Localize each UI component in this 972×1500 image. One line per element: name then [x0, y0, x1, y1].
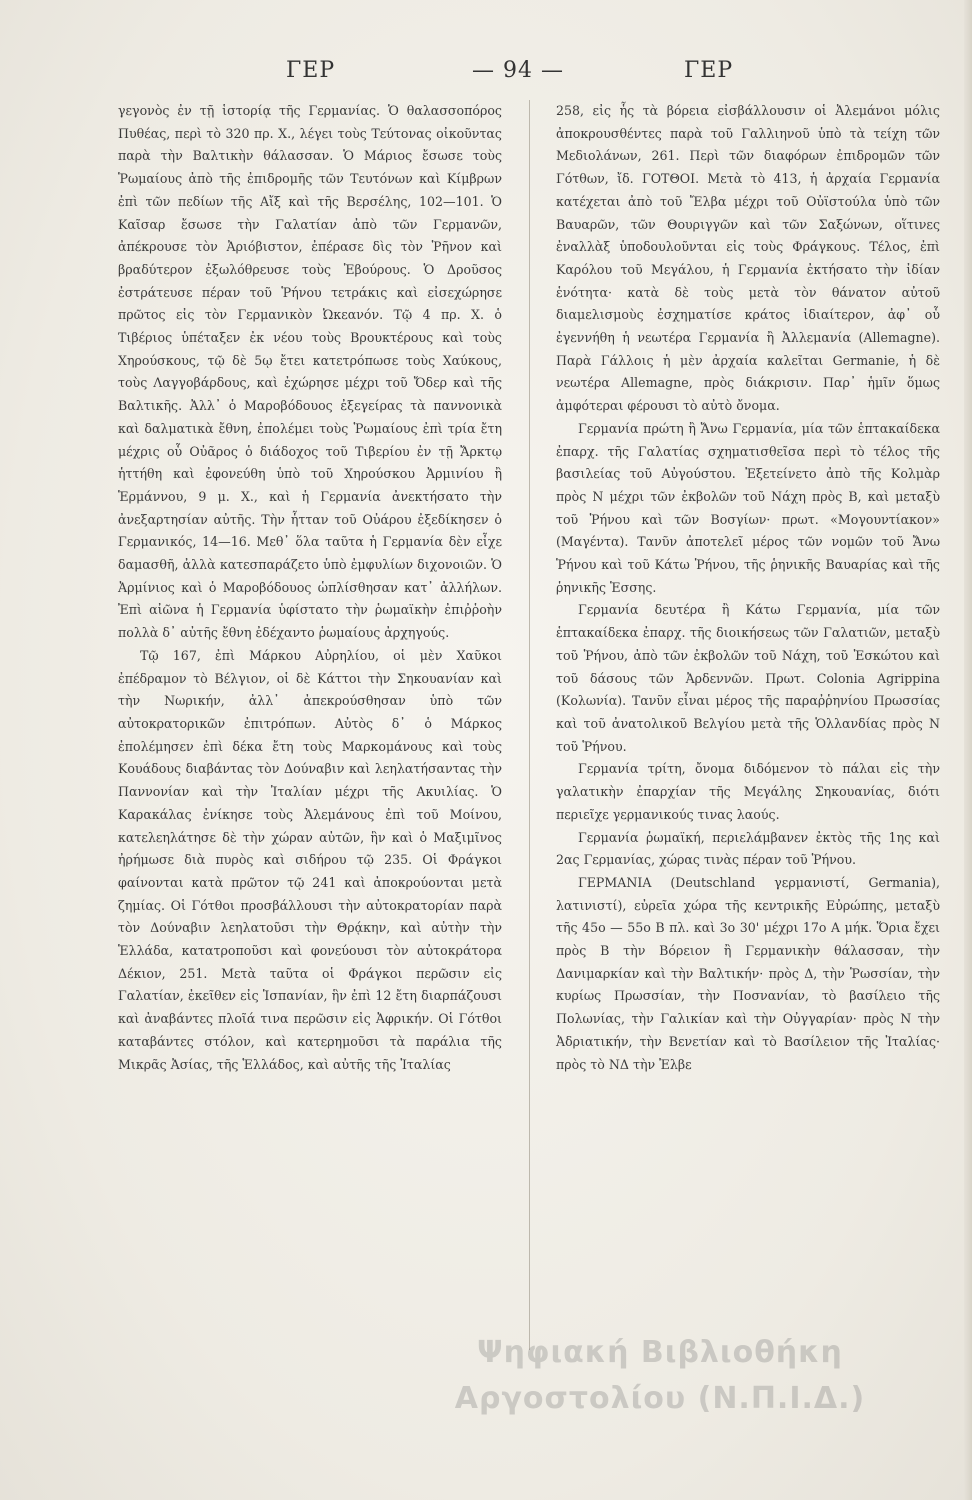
entry-germania: ΓΕΡΜΑΝΙΑ (Deutschland γερμανιστί, Germania), λατινιστί), εὐρεῖα χώρα τῆς κεντρικῆς Εὐρώπης, μεταξὺ τῆς 45ο — 55ο Β πλ. καὶ 3ο 30' μέχρι 17ο Α μήκ. Ὅρια ἔχει πρὸς Β τὴν Βόρειον ἢ Γερμανικὴν θάλασσαν, τὴν Δανιμαρκίαν καὶ τὴν Βαλτικήν· πρὸς Δ, τὴν Ῥωσσίαν, τὴν κυρίως Πρωσσίαν, τὴν Ποσνανίαν, τὸ βασίλειο τῆς Πολωνίας, τὴν Γαλικίαν καὶ τὴν Οὐγγαρίαν· πρὸς Ν τὴν Ἀδριατικήν, τὴν Βενετίαν καὶ τὸ Βασίλειον τῆς Ἰταλίας· πρὸς τὸ ΝΔ τὴν Ἐλβε [556, 874, 940, 1072]
entry-germania-deutera: Γερμανία δευτέρα ἢ Κάτω Γερμανία, μία τῶν ἑπτακαίδεκα ἐπαρχ. τῆς διοικήσεως τῶν Γαλατιῶν, μεταξὺ τοῦ Ῥήνου, ἀπὸ τῶν ἐκβολῶν τοῦ Νάχη, τοῦ Ἐσκώτου καὶ τοῦ δάσους τῶν Ἀρδεννῶν. Πρωτ. Colonia Agrippina (Κολωνία). Τανῦν εἶναι μέρος τῆς παραῤῥηνίου Πρωσσίας καὶ τοῦ ἀνατολικοῦ Βελγίου μετὰ τῆς Ὁλλανδίας πρὸς Ν τοῦ Ῥήνου. [556, 602, 940, 754]
column-divider [529, 100, 530, 1350]
paragraph: γεγονὸς ἐν τῇ ἱστορίᾳ τῆς Γερμανίας. Ὁ θαλασσοπόρος Πυθέας, περὶ τὸ 320 πρ. Χ., λέγει τοὺς Τεύτονας οἰκοῦντας παρὰ τὴν Βαλτικὴν θάλασσαν. Ὁ Μάριος ἔσωσε τοὺς Ῥωμαίους ἀπὸ τῆς ἐπιδρομῆς τῶν Τευτόνων καὶ Κίμβρων ἐπὶ τῶν πεδίων τῆς Αἴξ καὶ τῆς Βερσέλης, 102—101. Ὁ Καῖσαρ ἔσωσε τὴν Γαλατίαν ἀπὸ τῶν Γερμανῶν, ἀπέκρουσε τὸν Ἀριόβιστον, ἐπέρασε δὶς τὸν Ῥῆνον καὶ βραδύτερον ἐξωλόθρευσε τοὺς Ἐβούρους. Ὁ Δροῦσος ἐστράτευσε πέραν τοῦ Ῥήνου τετράκις καὶ εἰσεχώρησε πρῶτος εἰς τὸν Γερμανικὸν Ὠκεανόν. Τῷ 4 πρ. Χ. ὁ Τιβέριος ὑπέταξεν ἐκ νέου τοὺς Βρουκτέρους καὶ τοὺς Χηρούσκους, τῷ δὲ 5ῳ ἔτει κατετρόπωσε τοὺς Χαύκους, τοὺς Λαγγοβάρδους, καὶ ἐχώρησε μέχρι τοῦ Ὄδερ καὶ τῆς Βαλτικῆς. Ἀλλ᾿ ὁ Μαροβόδουος ἐξεγείρας τὰ παννονικὰ καὶ δαλματικὰ ἔθνη, ἐπολέμει τοὺς Ῥωμαίους ἐπὶ τρία ἔτη μέχρις οὗ Οὐᾶρος ὁ διάδοχος τοῦ Τιβερίου ἐν τῇ Ἄρκτῳ ἡττήθη καὶ ἐφονεύθη ὑπὸ τοῦ Χηρούσκου Ἀρμινίου ἢ Ἑρμάννου, 9 μ. Χ., καὶ ἡ Γερμανία ἀνεκτήσατο τὴν ἀνεξαρτησίαν αὐτῆς. Τὴν ἧτταν τοῦ Οὐάρου ἐξεδίκησεν ὁ Γερμανικός, 14—16. Μεθ᾿ ὅλα ταῦτα ἡ Γερμανία δὲν εἶχε δαμασθῆ, ἀλλὰ κατεσπαράζετο ὑπὸ ἐμφυλίων διχονοιῶν. Ὁ Ἀρμίνιος καὶ ὁ Μαροβόδουος ὡπλίσθησαν κατ᾿ ἀλλήλων. Ἐπὶ αἰῶνα ἡ Γερμανία ὑφίστατο τὴν ῥωμαϊκὴν ἐπιῤῥοὴν πολλὰ δ᾿ αὐτῆς ἔθνη ἐδέχαντο ῥωμαίους ἀρχηγούς. [118, 103, 502, 641]
entry-germania-trite: Γερμανία τρίτη, ὄνομα διδόμενον τὸ πάλαι εἰς τὴν γαλατικὴν ἐπαρχίαν τῆς Μεγάλης Σηκουανίας, διότι περιεῖχε γερμανικούς τινας λαούς. [556, 761, 940, 822]
paragraph: 258, εἰς ἧς τὰ βόρεια εἰσβάλλουσιν οἱ Ἀλεμάνοι μόλις ἀποκρουσθέντες παρὰ τοῦ Γαλλιηνοῦ ὑπὸ τὰ τείχη τῶν Μεδιολάνων, 261. Περὶ τῶν διαφόρων ἐπιδρομῶν τῶν Γότθων, ἴδ. ΓΟΤΘΟΙ. Μετὰ τὸ 413, ἡ ἀρχαία Γερμανία κατέχεται ἀπὸ τοῦ Ἔλβα μέχρι τοῦ Οὐϊστούλα ὑπὸ τῶν Βαυαρῶν, τῶν Θουριγγῶν καὶ τῶν Σαξώνων, οἵτινες ἐναλλὰξ ὑποδουλοῦνται εἰς τοὺς Φράγκους. Τέλος, ἐπὶ Καρόλου τοῦ Μεγάλου, ἡ Γερμανία ἐκτήσατο τὴν ἰδίαν ἑνότητα· κατὰ δὲ τοὺς μετὰ τὸν θάνατον αὐτοῦ διαμελισμοὺς ἐσχηματίσε κράτος ἰδιαίτερον, ἀφ᾿ οὗ ἐγεννήθη ἡ νεωτέρα Γερμανία ἢ Ἀλλεμανία (Allemagne). Παρὰ Γάλλοις ἡ μὲν ἀρχαία καλεῖται Germanie, ἡ δὲ νεωτέρα Allemagne, πρὸς διάκρισιν. Παρ᾿ ἡμῖν ὅμως ἀμφότεραι φέρουσι τὸ αὐτὸ ὄνομα. [556, 103, 940, 414]
entry-germania-romaike: Γερμανία ῥωμαϊκή, περιελάμβανεν ἐκτὸς τῆς 1ης καὶ 2ας Γερμανίας, χώρας τινὰς πέραν τοῦ Ῥήνου. [556, 829, 940, 868]
entry-germania-prote: Γερμανία πρώτη ἢ Ἄνω Γερμανία, μία τῶν ἑπτακαίδεκα ἐπαρχ. τῆς Γαλατίας σχηματισθεῖσα περὶ τὸ τέλος τῆς βασιλείας τοῦ Αὐγούστου. Ἐξετείνετο ἀπὸ τῆς Κολμὰρ πρὸς Ν μέχρι τῶν ἐκβολῶν τοῦ Νάχη πρὸς Β, καὶ μεταξὺ τοῦ Ῥήνου καὶ τῶν Βοσγίων· πρωτ. «Μογουντίακον» (Μαγέντα). Τανῦν ἀποτελεῖ μέρος τῶν νομῶν τοῦ Ἄνω Ῥήνου καὶ τοῦ Κάτω Ῥήνου, τῆς ῥηνικῆς Βαυαρίας καὶ τῆς ῥηνικῆς Ἑσσης. [556, 420, 940, 595]
left-column [118, 100, 502, 1076]
header-right-keyword: ΓΕΡ [684, 58, 734, 83]
page-edge-shadow [964, 0, 972, 1500]
page-header [100, 58, 884, 98]
page-number: — 94 — [472, 58, 564, 83]
paragraph: Τῷ 167, ἐπὶ Μάρκου Αὐρηλίου, οἱ μὲν Χαῦκοι ἐπέδραμον τὸ Βέλγιον, οἱ δὲ Κάττοι τὴν Σηκουανίαν καὶ τὴν Νωρικήν, ἀλλ᾿ ἀπεκρούσθησαν ὑπὸ τῶν αὐτοκρατορικῶν ἐπιτρόπων. Αὐτὸς δ᾿ ὁ Μάρκος ἐπολέμησεν ἐπὶ δέκα ἔτη τοὺς Μαρκομάνους καὶ τοὺς Κουάδους διαβάντας τὸν Δούναβιν καὶ λεηλατήσαντας τὴν Παννονίαν καὶ τὴν Ἰταλίαν μέχρι τῆς Ακυιλίας. Ὁ Καρακάλας ἐνίκησε τοὺς Ἀλεμάνους ἐπὶ τοῦ Μοίνου, κατελεηλάτησε δὲ τὴν χώραν αὐτῶν, ἣν καὶ ὁ Μαξιμῖνος ἠρήμωσε διὰ πυρὸς καὶ σιδήρου τῷ 235. Οἱ Φράγκοι φαίνονται κατὰ πρῶτον τῷ 241 καὶ ἀποκρούονται μετὰ ζημίας. Οἱ Γότθοι προσβάλλουσι τὴν αὐτοκρατορίαν παρὰ τὸν Δούναβιν λεηλατοῦσι τὴν Θρᾴκην, καὶ αὐτὴν τὴν Ἑλλάδα, κατατροποῦσι καὶ φονεύουσι τὸν αὐτοκράτορα Δέκιον, 251. Μετὰ ταῦτα οἱ Φράγκοι περῶσιν εἰς Γαλατίαν, ἐκεῖθεν εἰς Ἱσπανίαν, ἣν ἐπὶ 12 ἔτη διαρπάζουσι καὶ ἀναβάντες πλοῖά τινα περῶσιν εἰς Ἀφρικήν. Οἱ Γότθοι καταβάντες στόλον, καὶ κατερημοῦσι τὰ παράλια τῆς Μικρᾶς Ἀσίας, τῆς Ἑλλάδος, καὶ αὐτῆς τῆς Ἰταλίας [118, 647, 502, 1072]
header-left-keyword: ΓΕΡ [286, 58, 336, 83]
right-column [556, 100, 940, 1076]
library-watermark: Ψηφιακή Βιβλιοθήκη Αργοστολίου (Ν.Π.Ι.Δ.) [454, 1335, 866, 1416]
